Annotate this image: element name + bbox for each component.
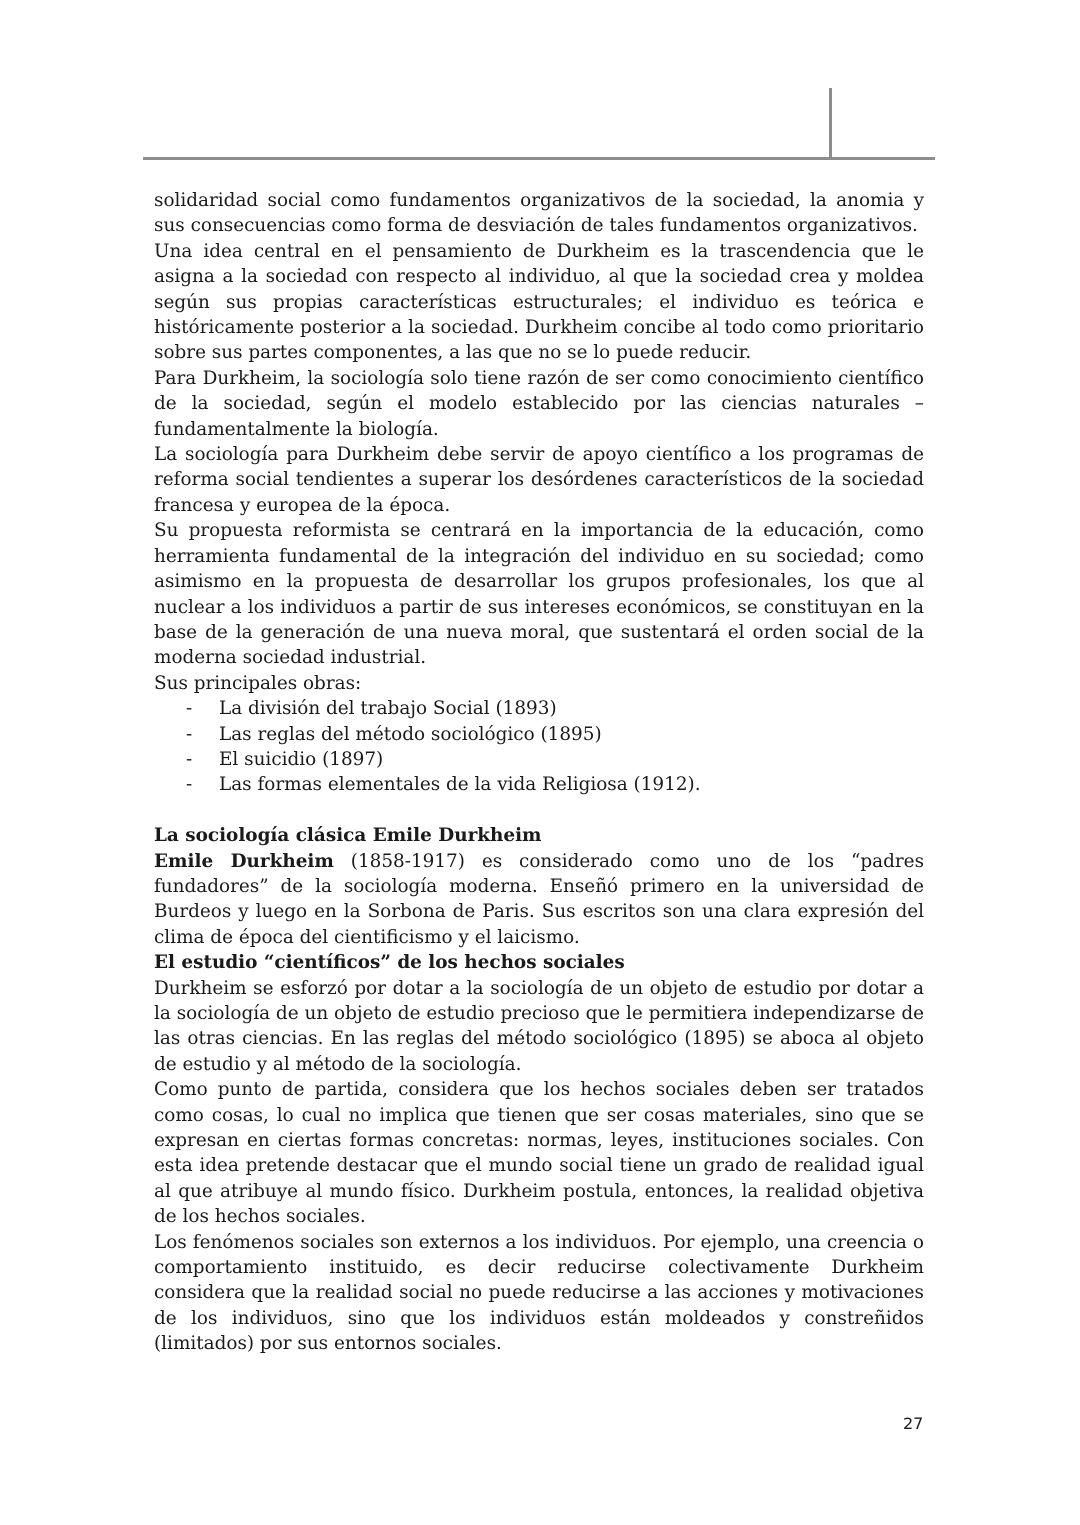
paragraph: Como punto de partida, considera que los hechos sociales deben ser tratados como cosas, lo cual no implica que tienen que ser cosas materiales, sino que se expresan en ciertas formas concretas: normas, leyes, instituciones sociales. Con esta idea pretende destacar que el mundo social tiene un grado de realidad igual al que atribuye al mundo físico. Durkheim postula, entonces, la realidad objetiva de los hechos sociales.: [154, 1079, 924, 1228]
section-spacer: [154, 798, 924, 823]
page-body: [154, 188, 924, 1357]
section-heading: El estudio “científicos” de los hechos sociales: [154, 952, 625, 974]
paragraph: Una idea central en el pensamiento de Durkheim es la trascendencia que le asigna a la sociedad con respecto al individuo, al que la sociedad crea y moldea según sus propias características estructurales; el individuo es teórica e históricamente posterior a la sociedad. Durkheim concibe al todo como prioritario sobre sus partes componentes, a las que no se lo puede reducir.: [154, 240, 924, 364]
page-number: 27: [903, 1414, 924, 1433]
work-title: Las formas elementales de la vida Religiosa (1912).: [219, 774, 701, 796]
work-title: Las reglas del método sociológico (1895): [219, 723, 602, 745]
list-item: [154, 722, 924, 747]
list-dash: -: [186, 774, 193, 796]
work-title: El suicidio (1897): [219, 748, 384, 770]
list-dash: -: [186, 748, 193, 770]
paragraph: Los fenómenos sociales son externos a los individuos. Por ejemplo, una creencia o comportamiento instituido, es decir reducirse colectivamente Durkheim considera que la realidad social no puede reducirse a las acciones y motivaciones de los individuos, sino que los individuos están moldeados y constreñidos (limitados) por sus entornos sociales.: [154, 1231, 924, 1355]
header-rule: [143, 157, 935, 160]
list-item: [154, 696, 924, 721]
bold-name: Emile Durkheim: [154, 850, 334, 872]
works-list: [154, 696, 924, 798]
paragraph-text: (1858-1917) es considerado como uno de los “padres fundadores” de la sociología moderna. Enseñó primero en la universidad de Burdeos y luego en la Sorbona de Paris. Sus escritos son una clara expresión del clima de época del cientificismo y el laicismo.: [154, 850, 925, 948]
header-vertical-mark: [829, 88, 832, 160]
list-dash: -: [186, 698, 193, 720]
paragraph: Para Durkheim, la sociología solo tiene razón de ser como conocimiento científico de la sociedad, según el modelo establecido por las ciencias naturales – fundamentalmente la biología.: [154, 367, 924, 440]
paragraph: La sociología para Durkheim debe servir de apoyo científico a los programas de reforma social tendientes a superar los desórdenes característicos de la sociedad francesa y europea de la época.: [154, 444, 924, 516]
work-title: La división del trabajo Social (1893): [219, 698, 557, 720]
works-intro: Sus principales obras:: [154, 672, 362, 694]
section-heading: La sociología clásica Emile Durkheim: [154, 825, 542, 847]
paragraph: [154, 849, 924, 951]
list-item: [154, 772, 924, 797]
paragraph: solidaridad social como fundamentos organizativos de la sociedad, la anomia y sus consecuencias como forma de desviación de tales fundamentos organizativos.: [154, 190, 924, 237]
list-dash: -: [186, 723, 193, 745]
list-item: [154, 747, 924, 772]
paragraph: Durkheim se esforzó por dotar a la sociología de un objeto de estudio por dotar a la sociología de un objeto de estudio precioso que le permitiera independizarse de las otras ciencias. En las reglas del método sociológico (1895) se aboca al objeto de estudio y al método de la sociología.: [154, 977, 924, 1075]
paragraph: Su propuesta reformista se centrará en la importancia de la educación, como herramienta fundamental de la integración del individuo en su sociedad; como asimismo en la propuesta de desarrollar los grupos profesionales, los que al nuclear a los individuos a partir de sus intereses económicos, se constituyan en la base de la generación de una nueva moral, que sustentará el orden social de la moderna sociedad industrial.: [154, 520, 924, 669]
